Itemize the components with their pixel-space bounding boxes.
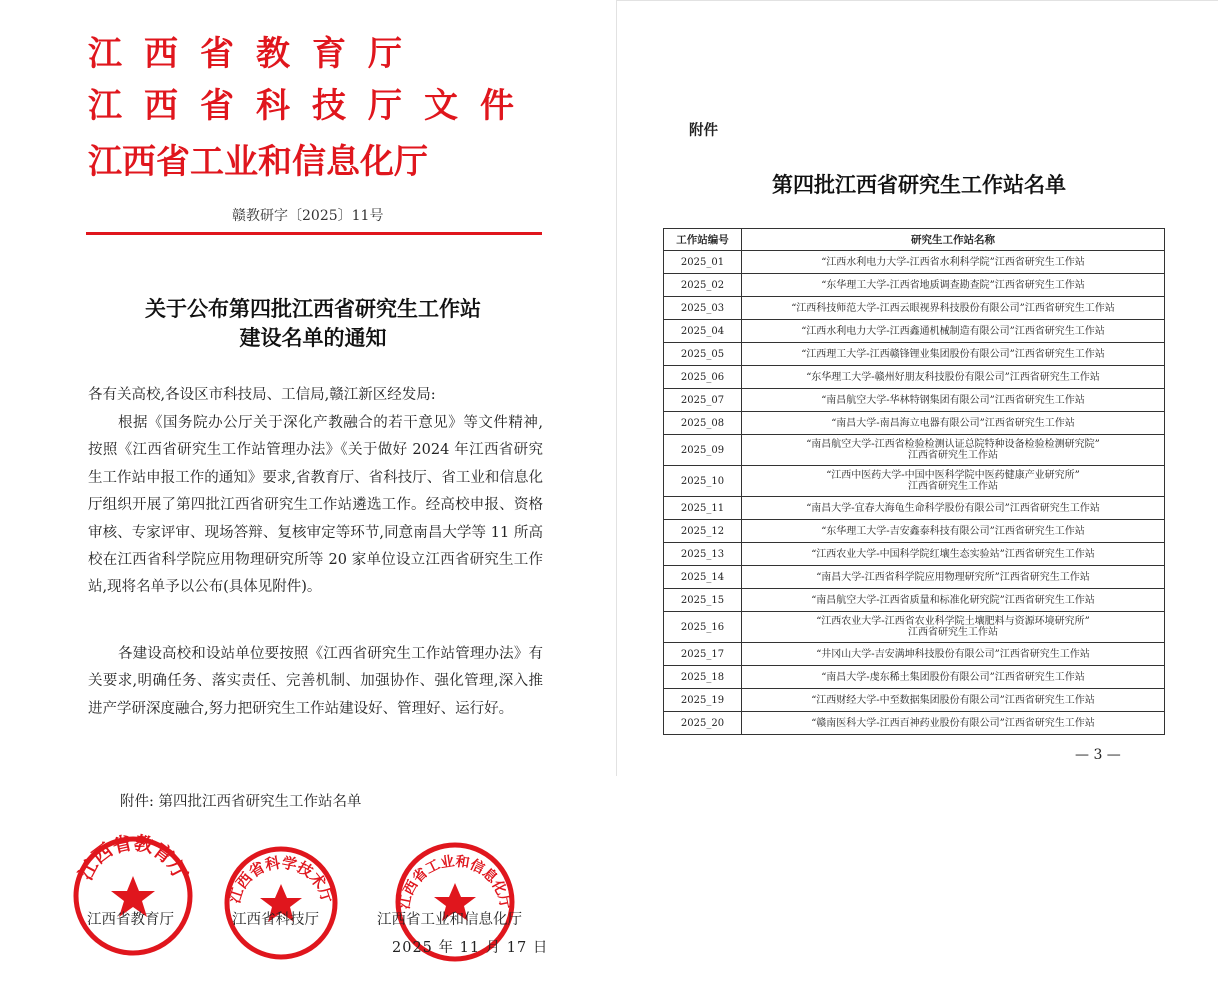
station-name-line: “江西农业大学-中国科学院红壤生态实验站”江西省研究生工作站 — [811, 548, 1095, 560]
station-name — [742, 612, 1165, 643]
station-name — [742, 320, 1165, 343]
table-row — [664, 320, 1165, 343]
table-row — [664, 520, 1165, 543]
table-row — [664, 666, 1165, 689]
station-name-line: 江西省研究生工作站 — [908, 481, 998, 492]
official-seal-science — [222, 844, 340, 962]
table-row — [664, 712, 1165, 735]
station-name — [742, 343, 1165, 366]
station-name-line: “井冈山大学-吉安满坤科技股份有限公司”江西省研究生工作站 — [816, 648, 1090, 660]
station-name — [742, 666, 1165, 689]
station-name-line: “江西农业大学-江西省农业科学院土壤肥料与资源环境研究所” — [816, 616, 1090, 627]
station-name-line: “赣南医科大学-江西百神药业股份有限公司”江西省研究生工作站 — [811, 717, 1095, 729]
station-name — [742, 589, 1165, 612]
table-row — [664, 689, 1165, 712]
station-code: 2025_11 — [664, 497, 742, 520]
table-row — [664, 497, 1165, 520]
station-name — [742, 497, 1165, 520]
station-name-line: “东华理工大学-赣州好朋友科技股份有限公司”江西省研究生工作站 — [806, 371, 1100, 383]
table-row — [664, 566, 1165, 589]
table-row — [664, 612, 1165, 643]
station-code: 2025_14 — [664, 566, 742, 589]
station-code: 2025_03 — [664, 297, 742, 320]
station-name-line: “江西中医药大学-中国中医科学院中医药健康产业研究所” — [826, 470, 1080, 481]
attachment-title: 第四批江西省研究生工作站名单 — [772, 172, 1066, 197]
svg-text:江西省科学技术厅: 江西省科学技术厅 — [225, 853, 337, 906]
svg-text:江西省教育厅: 江西省教育厅 — [74, 833, 192, 884]
station-name-line: “江西水利电力大学-江西鑫通机械制造有限公司”江西省研究生工作站 — [801, 325, 1105, 337]
table-row — [664, 297, 1165, 320]
station-code: 2025_08 — [664, 412, 742, 435]
station-code: 2025_01 — [664, 251, 742, 274]
signature-industry: 江西省工业和信息化厅 — [377, 912, 522, 928]
station-code: 2025_06 — [664, 366, 742, 389]
table-row — [664, 251, 1165, 274]
table-row — [664, 412, 1165, 435]
station-name-line: “江西水利电力大学-江西省水利科学院”江西省研究生工作站 — [821, 256, 1085, 268]
table-row — [664, 274, 1165, 297]
column-header-code: 工作站编号 — [664, 229, 742, 251]
station-name — [742, 412, 1165, 435]
station-name-line: “南昌航空大学-江西省检验检测认证总院特种设备检验检测研究院” — [806, 439, 1100, 450]
station-name-line: 江西省研究生工作站 — [908, 627, 998, 638]
svg-text:江西省工业和信息化厅: 江西省工业和信息化厅 — [396, 853, 514, 911]
station-code: 2025_15 — [664, 589, 742, 612]
table-row — [664, 343, 1165, 366]
notice-title-line2: 建设名单的通知 — [239, 325, 387, 350]
header-issuer-science: 江西省科技厅文件 — [88, 86, 536, 126]
station-name-line: “南昌航空大学-华林特钢集团有限公司”江西省研究生工作站 — [821, 394, 1085, 406]
station-code: 2025_20 — [664, 712, 742, 735]
station-code: 2025_10 — [664, 466, 742, 497]
station-code: 2025_16 — [664, 612, 742, 643]
station-code: 2025_04 — [664, 320, 742, 343]
station-name-line: “南昌大学-宜春大海龟生命科学股份有限公司”江西省研究生工作站 — [806, 502, 1100, 514]
station-name-line: “江西财经大学-中至数据集团股份有限公司”江西省研究生工作站 — [811, 694, 1095, 706]
header-issuer-industry: 江西省工业和信息化厅 — [88, 142, 428, 182]
station-name — [742, 566, 1165, 589]
attachment-note: 附件: 第四批江西省研究生工作站名单 — [120, 794, 362, 810]
salutation: 各有关高校,各设区市科技局、工信局,赣江新区经发局: — [88, 387, 436, 403]
station-list-table — [663, 228, 1165, 735]
station-code: 2025_09 — [664, 435, 742, 466]
station-name — [742, 466, 1165, 497]
table-row — [664, 643, 1165, 666]
document-number: 赣教研字〔2025〕11号 — [232, 208, 384, 224]
station-name — [742, 543, 1165, 566]
body-paragraph-2: 各建设高校和设站单位要按照《江西省研究生工作站管理办法》有关要求,明确任务、落实责任、完善机制、加强协作、强化管理,深入推进产学研深度融合,努力把研究生工作站建设好、管理好、运行好。 — [88, 646, 543, 717]
station-code: 2025_18 — [664, 666, 742, 689]
notice-title-line1: 关于公布第四批江西省研究生工作站 — [145, 296, 481, 321]
station-name — [742, 389, 1165, 412]
body-paragraph-1: 根据《国务院办公厅关于深化产教融合的若干意见》等文件精神,按照《江西省研究生工作站管理办法》《关于做好 2024 年江西省研究生工作站申报工作的通知》要求,省教育厅、省科技厅、省工业和信息化厅组织开展了第四批江西省研究生工作站遴选工作。经高校申报、资格审核、专家评审、现场答辩、复核审定等环节,同意南昌大学等 11 所高校在江西省科学院应用物理研究所等 20 家单位设立江西省研究生工作站,现将名单予以公布(具体见附件)。 — [88, 415, 543, 596]
signature-education: 江西省教育厅 — [87, 912, 174, 928]
table-row — [664, 366, 1165, 389]
station-name — [742, 297, 1165, 320]
red-divider — [86, 232, 542, 235]
station-name — [742, 251, 1165, 274]
document-page-attachment — [616, 0, 1218, 776]
table-row — [664, 589, 1165, 612]
table-row — [664, 466, 1165, 497]
station-name — [742, 643, 1165, 666]
station-name-line: “南昌大学-江西省科学院应用物理研究所”江西省研究生工作站 — [816, 571, 1090, 583]
station-code: 2025_17 — [664, 643, 742, 666]
header-issuer-education: 江西省教育厅 — [88, 34, 424, 74]
station-name-line: “南昌航空大学-江西省质量和标准化研究院”江西省研究生工作站 — [811, 594, 1095, 606]
station-name — [742, 689, 1165, 712]
station-name-line: “江西科技师范大学-江西云眼视界科技股份有限公司”江西省研究生工作站 — [791, 302, 1115, 314]
page-number: — 3 — — [1075, 747, 1121, 763]
station-name-line: “东华理工大学-江西省地质调查勘查院”江西省研究生工作站 — [821, 279, 1085, 291]
station-code: 2025_19 — [664, 689, 742, 712]
attachment-label: 附件 — [689, 122, 718, 139]
station-name — [742, 274, 1165, 297]
table-row — [664, 389, 1165, 412]
station-name-line: “江西理工大学-江西赣锋锂业集团股份有限公司”江西省研究生工作站 — [801, 348, 1105, 360]
station-name-line: “南昌大学-南昌海立电器有限公司”江西省研究生工作站 — [831, 417, 1075, 429]
station-name — [742, 520, 1165, 543]
column-header-name: 研究生工作站名称 — [742, 229, 1165, 251]
table-row — [664, 543, 1165, 566]
station-name — [742, 712, 1165, 735]
station-code: 2025_02 — [664, 274, 742, 297]
signature-science: 江西省科技厅 — [232, 912, 319, 928]
station-code: 2025_05 — [664, 343, 742, 366]
table-row — [664, 435, 1165, 466]
station-name-line: 江西省研究生工作站 — [908, 450, 998, 461]
station-code: 2025_07 — [664, 389, 742, 412]
station-code: 2025_12 — [664, 520, 742, 543]
station-name-line: “东华理工大学-吉安鑫泰科技有限公司”江西省研究生工作站 — [821, 525, 1085, 537]
official-seal-education — [70, 833, 196, 959]
station-name — [742, 435, 1165, 466]
station-name — [742, 366, 1165, 389]
issue-date: 2025 年 11 月 17 日 — [392, 940, 549, 956]
station-code: 2025_13 — [664, 543, 742, 566]
station-name-line: “南昌大学-虔东稀土集团股份有限公司”江西省研究生工作站 — [821, 671, 1085, 683]
